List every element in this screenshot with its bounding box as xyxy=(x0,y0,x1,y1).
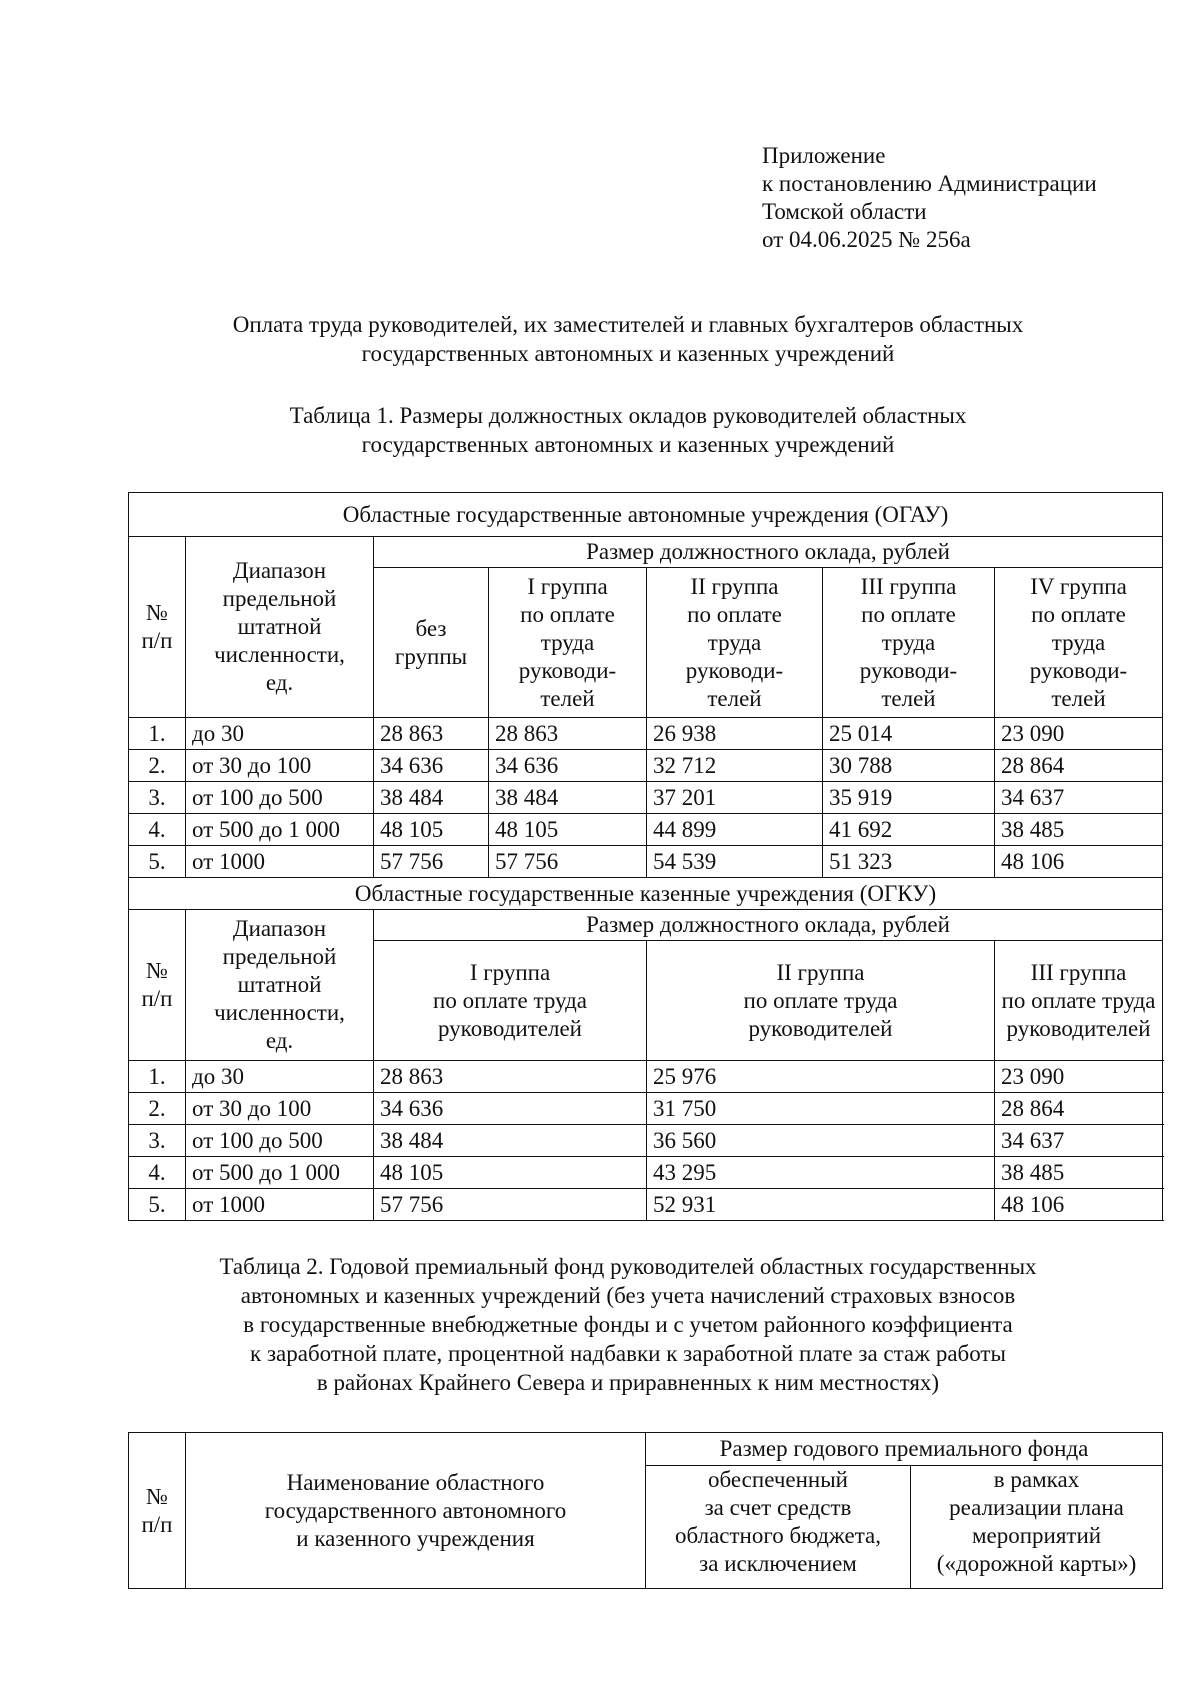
salary-cell: 30 788 xyxy=(823,750,995,782)
salary-cell: 38 485 xyxy=(995,814,1163,846)
caption-line: государственных автономных и казенных учреждений xyxy=(361,432,895,457)
table-row xyxy=(129,750,1163,782)
salary-cell: 57 756 xyxy=(489,846,647,878)
salary-cell: 57 756 xyxy=(374,846,489,878)
row-range: от 1000 xyxy=(186,1189,374,1221)
salary-cell: 51 323 xyxy=(823,846,995,878)
salary-cell: 57 756 xyxy=(374,1189,647,1221)
salary-cell: 31 750 xyxy=(647,1093,995,1125)
salary-cell: 34 636 xyxy=(489,750,647,782)
salary-header: Размер должностного оклада, рублей xyxy=(374,910,1163,941)
salary-cell: 48 105 xyxy=(489,814,647,846)
table1-caption xyxy=(128,401,1128,459)
row-range: до 30 xyxy=(186,1061,374,1093)
budget-funded-header: обеспеченный за счет средств областного бюджета, за исключением xyxy=(646,1466,911,1589)
salary-cell: 38 484 xyxy=(374,1125,647,1157)
row-range: от 100 до 500 xyxy=(186,1125,374,1157)
salary-cell: 48 105 xyxy=(374,814,489,846)
salary-cell: 26 938 xyxy=(647,718,823,750)
appendix-block xyxy=(762,142,1097,254)
salary-cell: 38 484 xyxy=(489,782,647,814)
row-range: от 1000 xyxy=(186,846,374,878)
table-row xyxy=(129,1061,1163,1093)
appendix-line: от 04.06.2025 № 256а xyxy=(762,227,971,252)
row-number: 4. xyxy=(129,814,186,846)
row-range: от 100 до 500 xyxy=(186,782,374,814)
appendix-line: к постановлению Администрации xyxy=(762,171,1097,196)
table-row xyxy=(129,718,1163,750)
row-number: 5. xyxy=(129,846,186,878)
salary-cell: 34 636 xyxy=(374,1093,647,1125)
salary-cell: 23 090 xyxy=(995,1061,1163,1093)
table-row xyxy=(129,1093,1163,1125)
row-number: 2. xyxy=(129,750,186,782)
ogau-section-title: Областные государственные автономные учреждения (ОГАУ) xyxy=(129,493,1163,537)
salary-cell: 28 864 xyxy=(995,1093,1163,1125)
row-number: 2. xyxy=(129,1093,186,1125)
salary-cell: 25 014 xyxy=(823,718,995,750)
appendix-line: Приложение xyxy=(762,143,886,168)
salary-cell: 28 863 xyxy=(489,718,647,750)
num-header: № п/п xyxy=(129,537,186,718)
num-header: № п/п xyxy=(129,1433,186,1589)
row-range: от 500 до 1 000 xyxy=(186,814,374,846)
row-range: до 30 xyxy=(186,718,374,750)
row-number: 3. xyxy=(129,1125,186,1157)
salary-cell: 38 484 xyxy=(374,782,489,814)
num-header: № п/п xyxy=(129,910,186,1061)
table-row xyxy=(129,846,1163,878)
title-line: государственных автономных и казенных учреждений xyxy=(361,341,895,366)
table2-caption: Таблица 2. Годовой премиальный фонд руководителей областных государственных автономных и казенных учреждений (без учета начислений страховых взносов в государственные внебюджетные фонды и с учетом районного коэффициента к заработной плате, процентной надбавки к заработной плате за стаж работы в районах Крайнего Севера и приравненных к ним местностях) xyxy=(219,1254,1037,1395)
salary-cell: 35 919 xyxy=(823,782,995,814)
fund-size-header: Размер годового премиального фонда xyxy=(646,1433,1163,1466)
salary-cell: 32 712 xyxy=(647,750,823,782)
salary-cell: 48 105 xyxy=(374,1157,647,1189)
appendix-line: Томской области xyxy=(762,199,927,224)
row-number: 4. xyxy=(129,1157,186,1189)
salary-cell: 34 637 xyxy=(995,782,1163,814)
salary-cell: 34 637 xyxy=(995,1125,1163,1157)
row-number: 3. xyxy=(129,782,186,814)
row-range: от 30 до 100 xyxy=(186,750,374,782)
salary-cell: 43 295 xyxy=(647,1157,995,1189)
group-header: II группа по оплате труда руководи- телей xyxy=(647,568,823,718)
salary-cell: 44 899 xyxy=(647,814,823,846)
salary-cell: 48 106 xyxy=(995,846,1163,878)
range-header: Диапазон предельной штатной численности, ед. xyxy=(186,537,374,718)
roadmap-header: в рамках реализации плана мероприятий («дорожной карты») xyxy=(911,1466,1163,1589)
salary-cell: 28 864 xyxy=(995,750,1163,782)
salary-cell: 28 863 xyxy=(374,718,489,750)
salary-cell: 54 539 xyxy=(647,846,823,878)
row-number: 1. xyxy=(129,718,186,750)
salary-cell: 41 692 xyxy=(823,814,995,846)
institution-name-header: Наименование областного государственного автономного и казенного учреждения xyxy=(186,1433,646,1589)
caption-line: Таблица 1. Размеры должностных окладов руководителей областных xyxy=(289,403,967,428)
salary-header: Размер должностного оклада, рублей xyxy=(374,537,1163,568)
salary-cell: 36 560 xyxy=(647,1125,995,1157)
salary-cell: 52 931 xyxy=(647,1189,995,1221)
group-header: II группа по оплате труда руководителей xyxy=(647,941,995,1061)
salary-cell: 23 090 xyxy=(995,718,1163,750)
table-row xyxy=(129,1157,1163,1189)
row-range: от 500 до 1 000 xyxy=(186,1157,374,1189)
group-header: III группа по оплате труда руководи- телей xyxy=(823,568,995,718)
table-row xyxy=(129,814,1163,846)
range-header: Диапазон предельной штатной численности, ед. xyxy=(186,910,374,1061)
salary-cell: 37 201 xyxy=(647,782,823,814)
group-header: I группа по оплате труда руководителей xyxy=(374,941,647,1061)
ogku-section-title: Областные государственные казенные учреждения (ОГКУ) xyxy=(129,878,1163,910)
salary-cell: 25 976 xyxy=(647,1061,995,1093)
salary-cell: 38 485 xyxy=(995,1157,1163,1189)
title-line: Оплата труда руководителей, их заместителей и главных бухгалтеров областных xyxy=(232,312,1024,337)
group-header: I группа по оплате труда руководи- телей xyxy=(489,568,647,718)
document-title xyxy=(128,310,1128,368)
salary-cell: 28 863 xyxy=(374,1061,647,1093)
row-range: от 30 до 100 xyxy=(186,1093,374,1125)
table-row xyxy=(129,1189,1163,1221)
salary-cell: 48 106 xyxy=(995,1189,1163,1221)
bonus-fund-table xyxy=(128,1432,1163,1589)
group-header: III группа по оплате труда руководителей xyxy=(995,941,1163,1061)
salary-table xyxy=(128,492,1163,1221)
table-row xyxy=(129,1125,1163,1157)
group-header: без группы xyxy=(374,568,489,718)
row-number: 1. xyxy=(129,1061,186,1093)
group-header: IV группа по оплате труда руководи- телей xyxy=(995,568,1163,718)
table-row xyxy=(129,782,1163,814)
salary-cell: 34 636 xyxy=(374,750,489,782)
row-number: 5. xyxy=(129,1189,186,1221)
